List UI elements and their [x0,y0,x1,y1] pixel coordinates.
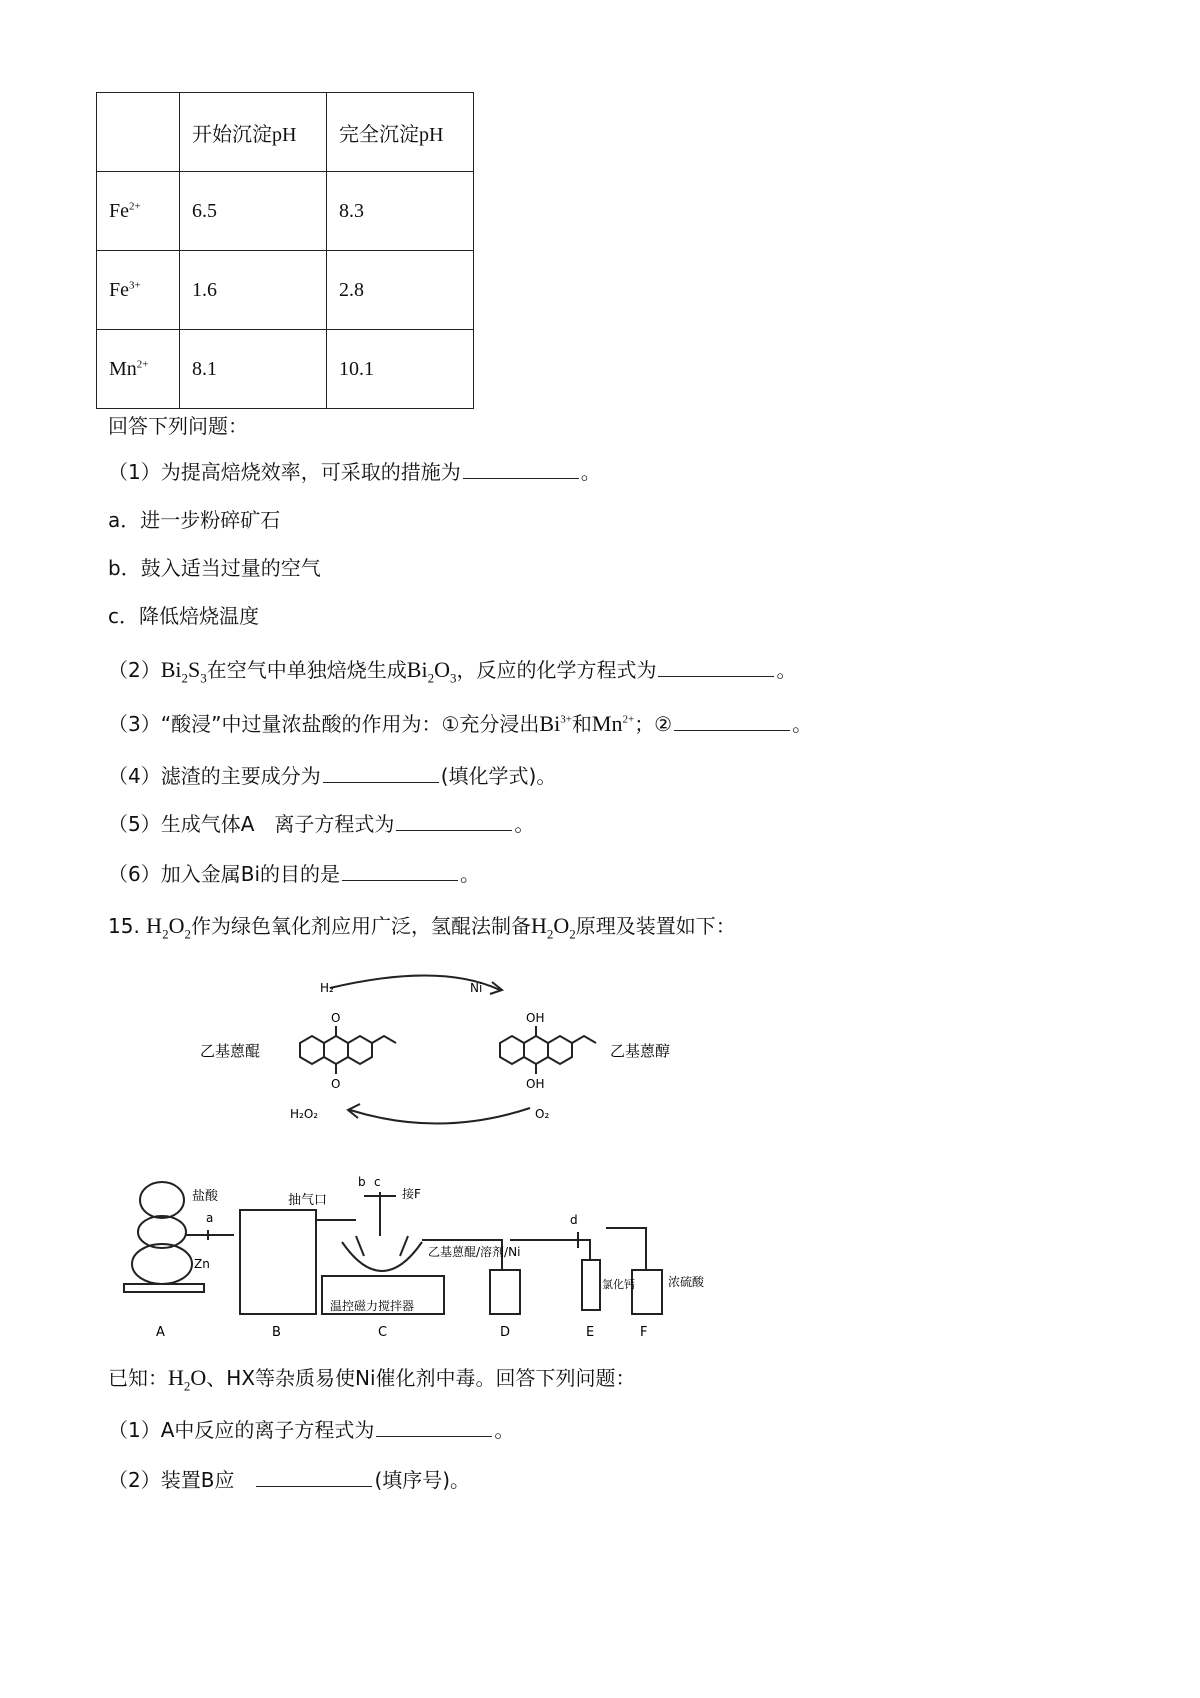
anthraquinone-structure [300,1026,396,1074]
table-complete-cell: 10.1 [327,330,474,409]
ni-label: Ni [470,981,483,995]
ion-symbol: Mn [109,357,137,380]
table-start-cell: 1.6 [180,251,327,330]
ethylanthrahydroquinone-label: 乙基蒽醇 [610,1042,671,1060]
hydroxyl-top: OH [526,1011,545,1025]
q14-part2-end: 。 [776,658,797,682]
q14-part6 [108,858,480,887]
catalyst-label: 乙基蒽醌/溶剂/Ni [428,1245,521,1259]
formula-bi2s3: $Bi_2S_3$ [160,657,207,686]
bottle-f [632,1270,662,1314]
ion-symbol: Fe [109,278,129,301]
anthrahydroquinone-structure [500,1026,596,1074]
q14-part1 [108,456,601,485]
table-row [97,251,474,330]
oxygen-bottom: O [331,1077,341,1091]
table-complete-cell: 2.8 [327,251,474,330]
ethylanthraquinone-label: 乙基蒽醌 [200,1042,261,1060]
table-header-complete: 完全沉淀pH [327,93,474,172]
table-row [97,330,474,409]
formula-bi2o3: $Bi_2O_3$ [406,657,457,686]
known-text: 、HX等杂质易使Ni催化剂中毒。回答下列问题： [206,1366,636,1390]
option-b: b．鼓入适当过量的空气 [108,556,321,580]
sulfuric-acid-label: 浓硫酸 [668,1275,705,1289]
answer-blank[interactable] [342,862,458,881]
question-number: 15. [108,914,140,938]
valve-d-label: d [570,1213,578,1227]
formula-h2o2: $H_2O_2$ [146,913,191,942]
table-header-start: 开始沉淀pH [180,93,327,172]
vessel-b [240,1210,316,1314]
q15-text: 作为绿色氧化剂应用广泛，氢醌法制备 [190,914,531,938]
q14-part1-end: 。 [580,460,601,484]
q14-part6-text: （6）加入金属Bi的目的是 [108,862,341,886]
ion-charge: 2+ [136,357,149,370]
q14-part1-text: （1）为提高焙烧效率，可采取的措施为 [108,460,461,484]
answer-blank[interactable] [396,812,512,831]
table-row [97,172,474,251]
valve-b-label: b [358,1175,366,1189]
q15-part2-end: (填序号)。 [374,1468,471,1492]
drying-agent-label: 氯化钙 [602,1278,635,1291]
formula-mn2: $Mn^{2+}$ [591,711,635,736]
formula-bi3: $Bi^{3+}$ [539,711,572,736]
h2o2-label: H₂O₂ [290,1107,319,1121]
q15-part2 [108,1464,470,1493]
answer-blank[interactable] [463,460,579,479]
valve-c-label: c [374,1175,381,1189]
label-e: E [586,1325,595,1340]
label-f: F [640,1325,648,1340]
q14-part2-text2: ，反应的化学方程式为 [456,658,657,682]
table-header-empty [97,93,180,172]
tube-d-e [510,1232,590,1260]
q15-stem [108,910,736,942]
hydroxyl-bottom: OH [526,1077,545,1091]
hcl-label: 盐酸 [192,1189,219,1204]
q14-part2-num: （2） [108,658,161,682]
valve-a-label: a [206,1211,214,1225]
table-start-cell: 8.1 [180,330,327,409]
apparatus-diagram [112,1160,772,1340]
q14-part4-text: （4）滤渣的主要成分为 [108,764,321,788]
table-complete-cell: 8.3 [327,172,474,251]
q14-intro: 回答下列问题： [108,414,248,438]
table-ion-cell [97,330,180,409]
vent-label: 抽气口 [288,1193,328,1208]
option-c: c．降低焙烧温度 [108,604,259,628]
q14-part3-text2: ；② [634,712,673,736]
q14-part2 [108,654,796,686]
o2-label: O₂ [535,1107,550,1121]
answer-blank[interactable] [256,1468,372,1487]
oxygen-top: O [331,1011,341,1025]
label-d: D [500,1325,511,1340]
table-header-row [97,93,474,172]
ion-symbol: Fe [109,199,129,222]
h2-label: H₂ [320,981,334,995]
label-b: B [272,1325,281,1340]
q14-part5-end: 。 [514,812,535,836]
table-ion-cell [97,251,180,330]
label-a: A [156,1325,165,1340]
ph-table [96,92,474,409]
zn-label: Zn [194,1257,210,1271]
table-ion-cell [97,172,180,251]
q14-part4-end: (填化学式)。 [440,764,557,788]
ion-charge: 3+ [129,278,141,291]
table-start-cell: 6.5 [180,172,327,251]
tube-e [582,1260,600,1310]
known-prefix: 已知： [108,1366,168,1390]
q14-part4 [108,760,556,789]
answer-blank[interactable] [674,712,790,731]
q15-part1-text: （1）A中反应的离子方程式为 [108,1418,375,1442]
ion-charge: 2+ [129,199,141,212]
reactor-c [322,1192,444,1314]
q15-part1 [108,1414,514,1443]
to-f-label: 接F [402,1187,421,1201]
answer-blank[interactable] [658,658,774,677]
anthraquinone-scheme [200,968,760,1148]
q14-part3-and: 和 [571,712,592,736]
q14-part3-end: 。 [792,712,813,736]
q14-part3-text: （3）“酸浸”中过量浓盐酸的作用为：①充分浸出 [108,712,540,736]
q15-part1-end: 。 [494,1418,515,1442]
bottom-arrow [350,1108,530,1124]
bottle-d [490,1270,520,1314]
q15-part2-text: （2）装置B应 [108,1468,255,1492]
formula-h2o: $H_2O$ [168,1365,207,1394]
q14-part5-text: （5）生成气体A 离子方程式为 [108,812,395,836]
answer-blank[interactable] [376,1418,492,1437]
q14-part6-end: 。 [460,862,481,886]
formula-h2o2: $H_2O_2$ [530,913,576,942]
q14-part2-text: 在空气中单独焙烧生成 [206,658,407,682]
label-c: C [378,1325,388,1340]
q15-text2: 原理及装置如下： [575,914,736,938]
q14-part3 [108,708,812,737]
q15-known [108,1362,636,1394]
option-a: a．进一步粉碎矿石 [108,508,281,532]
tube-e-f [606,1228,646,1270]
q14-part5 [108,808,534,837]
stirrer-label: 温控磁力搅拌器 [330,1299,415,1313]
answer-blank[interactable] [323,764,439,783]
